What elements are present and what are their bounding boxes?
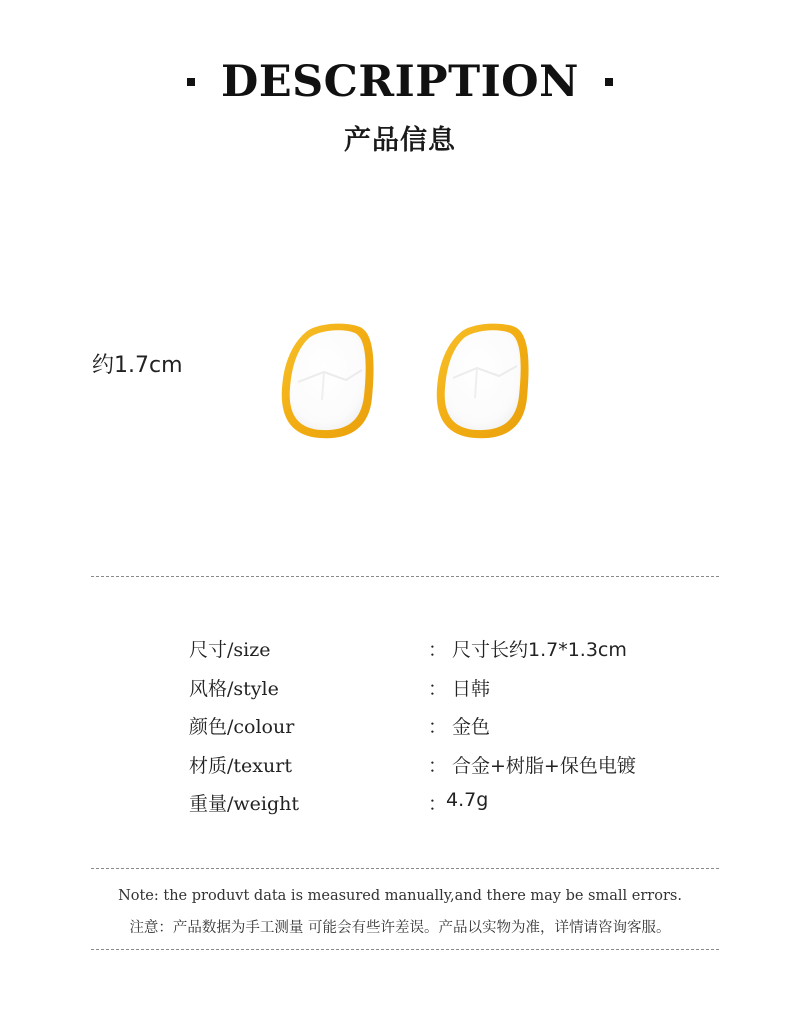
right-earring bbox=[437, 324, 529, 439]
spec-value: 金色 bbox=[452, 716, 491, 738]
spec-row-style bbox=[0, 674, 800, 704]
spec-key: 材质/texurt bbox=[189, 755, 292, 777]
title-bullet-right bbox=[605, 78, 613, 86]
spec-colon: ： bbox=[428, 639, 448, 661]
spec-value: 尺寸长约1.7*1.3cm bbox=[452, 639, 627, 661]
spec-value: 合金+树脂+保色电镀 bbox=[452, 755, 636, 777]
spec-colon: ： bbox=[428, 755, 448, 777]
divider-bottom bbox=[91, 949, 719, 950]
note-chinese: 注意：产品数据为手工测量 可能会有些许差误。产品以实物为准，详情请咨询客服。 bbox=[129, 920, 671, 936]
spec-value: 4.7g bbox=[446, 789, 489, 811]
earring-size-label: 约1.7cm bbox=[92, 353, 183, 378]
spec-row-material bbox=[0, 751, 800, 781]
spec-row-size bbox=[0, 635, 800, 665]
left-earring bbox=[282, 324, 374, 439]
spec-colon: ： bbox=[428, 716, 448, 738]
title-bullet-left bbox=[187, 78, 195, 86]
spec-key: 尺寸/size bbox=[189, 639, 271, 661]
page-title: DESCRIPTION bbox=[221, 57, 579, 107]
divider-middle bbox=[91, 868, 719, 869]
spec-colon: ： bbox=[428, 793, 448, 815]
title-row bbox=[0, 52, 800, 112]
divider-top bbox=[91, 576, 719, 577]
spec-key: 重量/weight bbox=[189, 793, 300, 815]
spec-row-weight bbox=[0, 789, 800, 819]
note-english: Note: the produvt data is measured manually,and there may be small errors. bbox=[118, 888, 682, 904]
spec-row-colour bbox=[0, 712, 800, 742]
spec-value: 日韩 bbox=[452, 678, 491, 700]
spec-key: 颜色/colour bbox=[189, 716, 295, 738]
spec-key: 风格/style bbox=[189, 678, 279, 700]
page-subtitle: 产品信息 bbox=[344, 125, 456, 156]
earring-pair-image bbox=[276, 320, 546, 450]
spec-colon: ： bbox=[428, 678, 448, 700]
